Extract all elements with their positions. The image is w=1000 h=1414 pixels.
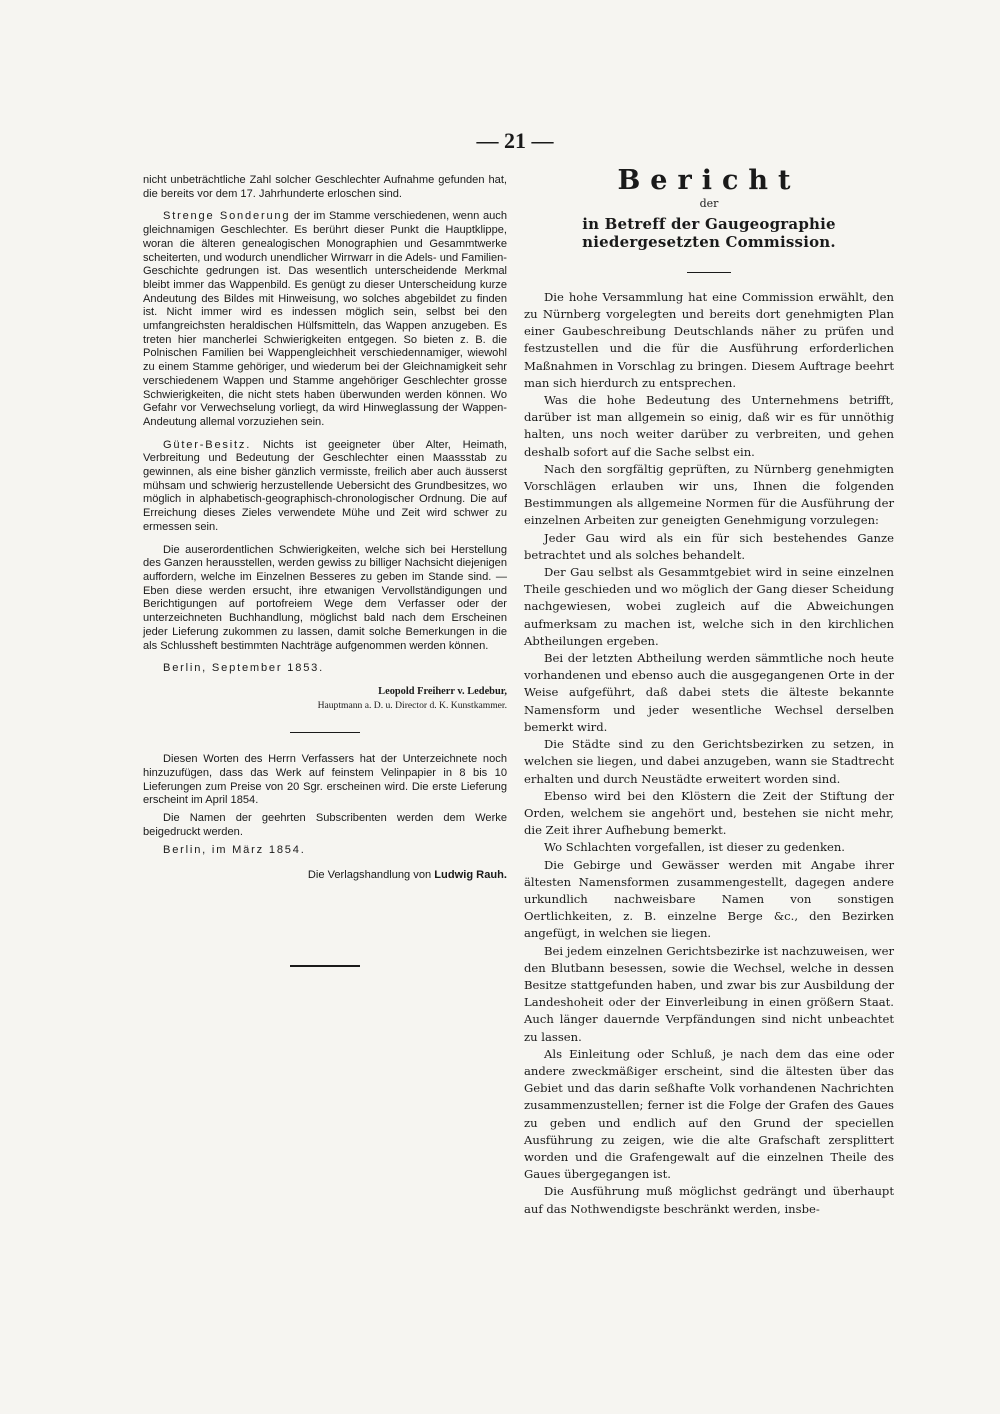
paragraph: Der Gau selbst als Gesammtgebiet wird in seine einzelnen Theile geschieden und wo möglich der Gang dieser Scheidung nachgewiesen, wobei zugleich auf die Abweichungen aufmerksam zu machen ist, welche sich in den kirchlichen Abtheilungen ergeben. <box>524 565 894 648</box>
paragraph: Diesen Worten des Herrn Verfassers hat der Unterzeichnete noch hinzuzufügen, dass das Werk auf feinstem Velinpapier in 8 bis 10 Lieferungen zum Preise von 20 Sgr. erscheinen wird. Die erste Lieferung erscheint im April 1854. <box>143 753 507 807</box>
signature-name: Leopold Freiherr v. Ledebur, <box>378 685 507 697</box>
signature-title: Hauptmann a. D. u. Director d. K. Kunstkammer. <box>317 699 507 711</box>
report-title: Bericht <box>617 165 801 196</box>
publisher-line <box>143 869 507 883</box>
paragraph: nicht unbeträchtliche Zahl solcher Geschlechter Aufnahme gefunden hat, die bereits vor dem 17. Jahrhunderte erloschen sind. <box>143 174 507 200</box>
report-title-article: der <box>699 197 719 211</box>
paragraph: Die Städte sind zu den Gerichtsbezirken zu setzen, in welchen sie liegen, und dabei anzugeben, wann sie Stadtrecht erhalten und durch Neustädte erweitert worden sind. <box>524 737 894 786</box>
run-in-heading: Strenge Sonderung <box>163 210 291 223</box>
paragraph: Ebenso wird bei den Klöstern die Zeit der Stiftung der Orden, welchem sie angehört und, bestehen sie nicht mehr, die Zeit ihrer Aufhebung bemerkt. <box>524 788 894 838</box>
page-number: — 21 — <box>476 128 554 153</box>
divider <box>687 272 731 273</box>
paragraph-text: Nichts ist geeigneter über Alter, Heimath, Verbreitung und Bedeutung der Geschlechter einen Maassstab zu gewinnen, als eine bisher gänzlich vermisste, freilich aber auch äusserst mühsam und schwierig herzustellende Uebersicht des Grundbesitzes, wo möglich in alphabetisch-geographisch-chronologischer Ordnung. Die auf Erreichung dieses Zieles verwendete Mühe und Zeit wird schwer zu ermessen sein. <box>143 438 507 533</box>
paragraph: Die Ausführung muß möglichst gedrängt und überhaupt auf das Nothwendigste beschränkt werden, insbe- <box>524 1184 894 1216</box>
paragraph: Die auserordentlichen Schwierigkeiten, welche sich bei Herstellung des Ganzen herausstellen, werden gewiss zu billiger Nachsicht diejenigen auffordern, welche im Einzelnen Besseres zu geben im Stande sind. — Eben diese werden ersucht, ihre etwanigen Vervollständigungen und Berichtigungen auf portofreiem Wege dem Verfasser oder der unterzeichneten Buchhandlung, möglichst bald nach dem Erscheinen jeder Lieferung zukommen zu lassen, damit solche Bemerkungen in die als Schlussheft bestimmten Nachträge aufgenommen werden können. <box>143 543 507 652</box>
report-subtitle: in Betreff der Gaugeographie niedergesetzten Commission. <box>582 215 836 251</box>
right-column <box>524 165 894 1218</box>
paragraph: Was die hohe Bedeutung des Unternehmens betrifft, darüber ist man allgemein so einig, daß wir es für unnöthig halten, uns noch weiter darüber zu verbreiten, und gehen deshalb sofort auf die Sache selbst ein. <box>524 393 894 459</box>
paragraph: Die Gebirge und Gewässer werden mit Angabe ihrer ältesten Namensformen zusammengestellt, dagegen andere urkundlich nachweisbare Namen von sonstigen Oertlichkeiten, z. B. einzelne Berge &c., den Bezirken angefügt, in welchen sie liegen. <box>524 857 894 941</box>
publisher-name: Ludwig Rauh. <box>434 869 507 882</box>
divider <box>290 732 360 733</box>
paragraph-text: der im Stamme verschiedenen, wenn auch gleichnamigen Geschlechter. Es berührt dieser Punkt die Hauptklippe, woran die älteren genealogischen Monographien und Gesammtwerke scheiterten, und wodurch unendlicher Wirrwarr in die Adels- und Familien-Geschichte gedrungen ist. Das wesentlich unterscheidende Merkmal bleibt immer das Wappenbild. Es genügt zu dieser Unterscheidung kurze Andeutung des Bildes mit Hinweisung, wo solches abgebildet zu finden ist. Nicht immer wird es indessen möglich sein, selbst bei den umfangreichsten heraldischen Hülfsmitteln, das Wappen anzugeben. Es treten hier mancherlei Schwierigkeiten entgegen. So bieten z. B. die Polnischen Familien bei Wappengleichheit verschiedennamiger, wiewohl zu einem Stamme gehöriger, und wiederum bei der Gleichnamigkeit sehr verschiedenem Wappen und Stamme angehöriger Geschlechter grosse Schwierigkeiten, die nicht stets haben überwunden werden können. Wo Gefahr vor Verwechselung vorliegt, da wird Hinweglassung der Wappen-Andeutung allemal vorzuziehen sein. <box>143 210 507 428</box>
paragraph: Bei der letzten Abtheilung werden sämmtliche noch heute vorhandenen und ebenso auch die ausgegangenen Orte in der Weise aufgeführt, daß dabei stets die älteste bekannte Namensform und jeder wesentliche Wechsel derselben bemerkt wird. <box>524 651 894 734</box>
paragraph: Jeder Gau wird als ein für sich bestehendes Ganze betrachtet und als solches behandelt. <box>524 530 894 562</box>
paragraph <box>143 210 507 429</box>
paragraph: Wo Schlachten vorgefallen, ist dieser zu gedenken. <box>544 840 845 855</box>
paragraph <box>143 439 507 535</box>
divider <box>290 965 360 967</box>
paragraph: Als Einleitung oder Schluß, je nach dem das eine oder andere zweckmäßiger erscheint, sind die ältesten über das Gebiet und das darin seßhafte Volk vorhandenen Nachrichten zusammenzustellen; ferner ist die Folge der Grafen des Gaues zu geben und endlich auf den Grund der speciellen Ausführung zu zeigen, wie die alte Grafschaft zersplittert worden und die Grafengewalt auf die einzelnen Theile des Gaues übergegangen ist. <box>524 1046 894 1182</box>
paragraph: Bei jedem einzelnen Gerichtsbezirke ist nachzuweisen, wer den Blutbann besessen, sowie die Wechsel, welche in dessen Besitze stattgefunden haben, und zwar bis zur Ausbildung der Landeshoheit oder der Einverleibung in einen größern Staat. Auch länger dauernde Verpfändungen sind nicht unbeachtet zu lassen. <box>524 943 894 1044</box>
run-in-heading: Güter-Besitz. <box>163 438 252 451</box>
paragraph: Die Namen der geehrten Subscribenten werden dem Werke beigedruckt werden. <box>143 812 507 838</box>
publisher-prefix: Die Verlagshandlung von <box>307 869 435 882</box>
left-column <box>143 174 507 967</box>
paragraph: Die hohe Versammlung hat eine Commission erwählt, den zu Nürnberg vorgelegten und bereits dort genehmigten Plan einer Gaubeschreibung Deutschlands näher zu prüfen und festzustellen und die für die Ausführung erforderlichen Maßnahmen in Vorschlag zu bringen. Diesem Auftrage beehrt man sich hierdurch zu entsprechen. <box>524 289 894 390</box>
paragraph: Nach den sorgfältig geprüften, zu Nürnberg genehmigten Vorschlägen erlauben wir uns, Ihnen die folgenden Bestimmungen als allgemeine Normen für die Ausführung der einzelnen Arbeiten zur geneigten Genehmigung vorzulegen: <box>524 461 894 528</box>
dateline: Berlin, September 1853. <box>163 662 325 675</box>
dateline: Berlin, im März 1854. <box>163 843 306 856</box>
